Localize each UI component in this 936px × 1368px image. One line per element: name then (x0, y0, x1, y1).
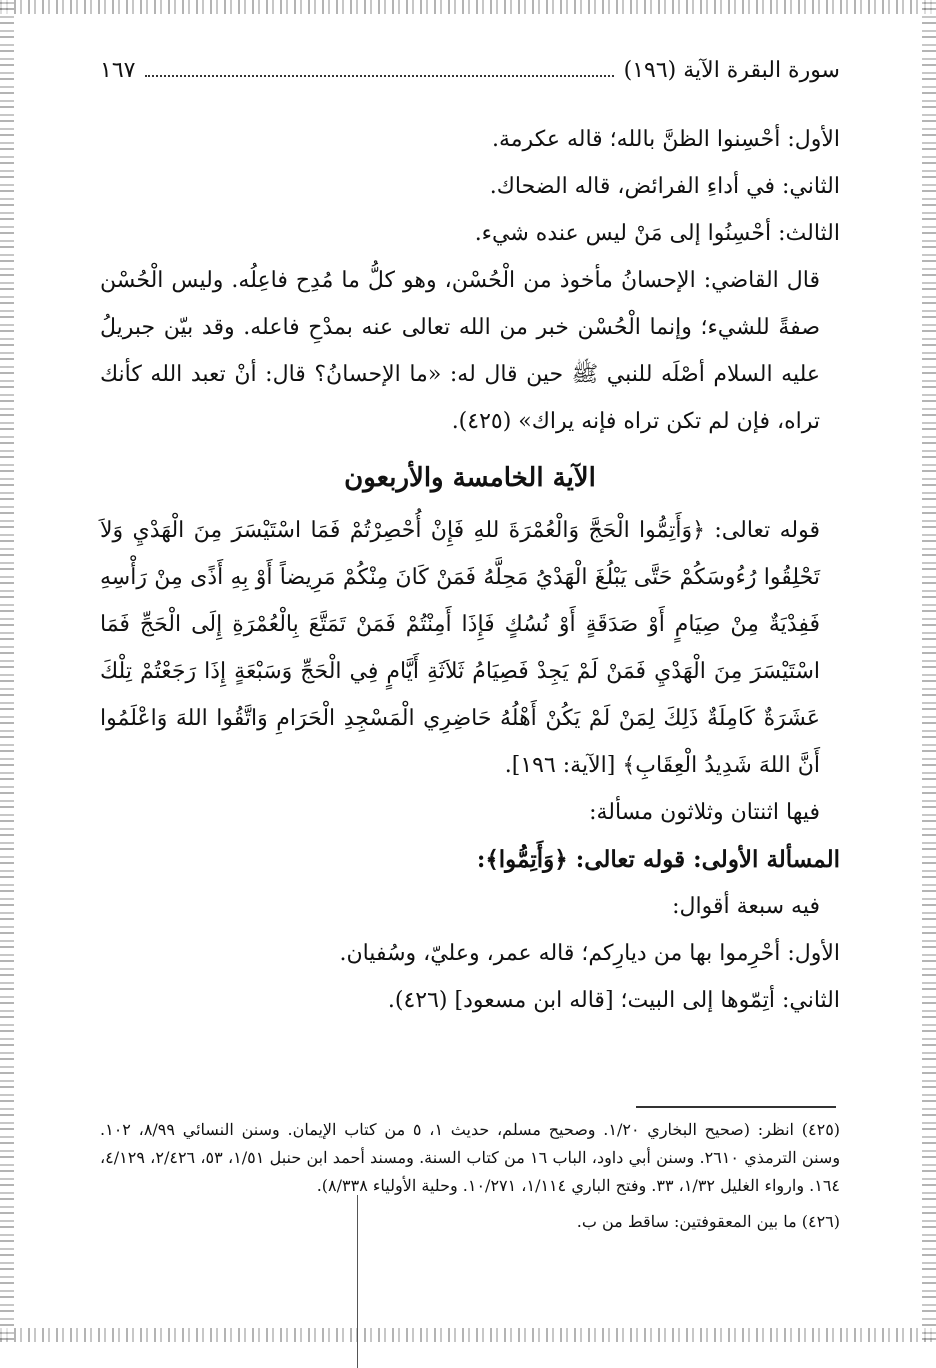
question-opinion-1: الأول: أحْرِموا بها من ديارِكم؛ قاله عمر، وعليّ، وسُفيان. (339, 941, 840, 966)
paragraph-qadi: قال القاضي: الإحسانُ مأخوذ من الْحُسْن، وهو كلُّ ما مُدِح فاعِلُه. وليس الْحُسْن صفةً للشيء؛ وإنما الْحُسْن خبر من الله تعالى عنه بمدْحِ فاعله. وقد بيّن جبريلُ عليه السلام أصْلَه للنبي ﷺ حين قال له: «ما الإحسانُ؟ قال: أنْ تعبد الله كأنك تراه، فإن لم تكن تراه فإنه يراك» (٤٢٥). (100, 268, 820, 434)
page-body (100, 58, 840, 1024)
footnote-426: (٤٢٦) ما بين المعقوفتين: ساقط من ب. (576, 1212, 840, 1231)
header-title: سورة البقرة الآية (١٩٦) (623, 58, 840, 83)
footnotes (100, 1116, 840, 1236)
footnote-separator (636, 1106, 836, 1108)
page-border-right (922, 0, 936, 1340)
page-border-top (0, 0, 936, 14)
verse-paragraph: قوله تعالى: ﴿وَأَتِمُّوا الْحَجَّ وَالْعُمْرَةَ للهِ فَإِنْ أُحْصِرْتُمْ فَمَا اسْتَيْسَرَ مِنَ الْهَدْيِ وَلاَ تَحْلِقُوا رُءُوسَكُمْ حَتَّى يَبْلُغَ الْهَدْيُ مَحِلَّهُ فَمَنْ كَانَ مِنْكُمْ مَرِيضاً أَوْ بِهِ أَذًى مِنْ رَأْسِهِ فَفِدْيَةٌ مِنْ صِيَامٍ أَوْ صَدَقَةٍ أَوْ نُسُكٍ فَإِذَا أَمِنْتُمْ فَمَنْ تَمَتَّعَ بِالْعُمْرَةِ إِلَى الْحَجِّ فَمَا اسْتَيْسَرَ مِنَ الْهَدْيِ فَمَنْ لَمْ يَجِدْ فَصِيَامُ ثَلاَثَةِ أَيَّامٍ فِي الْحَجِّ وَسَبْعَةٍ إِذَا رَجَعْتُمْ تِلْكَ عَشَرَةٌ كَامِلَةٌ ذَلِكَ لِمَنْ لَمْ يَكُنْ أَهْلُهُ حَاضِرِي الْمَسْجِدِ الْحَرَامِ وَاتَّقُوا اللهَ وَاعْلَمُوا أَنَّ اللهَ شَدِيدُ الْعِقَابِ﴾ [الآية: ١٩٦]. (100, 518, 821, 778)
running-header (100, 58, 840, 98)
paragraph-third-opinion: الثالث: أحْسِنُوا إلى مَنْ ليس عنده شيء. (474, 221, 840, 246)
scan-gutter-line (357, 1195, 358, 1368)
header-dot-leader (145, 75, 613, 77)
page-number: ١٦٧ (100, 58, 136, 83)
question-opinion-2: الثاني: أتِمّوها إلى البيت؛ [قاله ابن مسعود] (٤٢٦). (387, 988, 840, 1013)
question-intro: فيه سبعة أقوال: (672, 894, 820, 919)
paragraph-first-opinion: الأول: أحْسِنوا الظنَّ بالله؛ قاله عكرمة. (491, 127, 840, 152)
paragraph-second-opinion: الثاني: في أداءِ الفرائض، قاله الضحاك. (489, 174, 840, 199)
page-border-left (0, 0, 14, 1340)
issues-intro: فيها اثنتان وثلاثون مسألة: (589, 800, 820, 825)
section-heading: الآية الخامسة والأربعون (344, 463, 596, 493)
page-border-bottom (0, 1328, 936, 1342)
footnote-425: (٤٢٥) انظر: (صحيح البخاري ١/٢٠. وصحيح مسلم، حديث ١، ٥ من كتاب الإيمان. وسنن النسائي ٨/٩٩، ١٠٢. وسنن الترمذي ٢٦١٠. وسنن أبي داود، الباب ١٦ من كتاب السنة. ومسند أحمد ابن حنبل ١/٥١، ٥٣، ٢/٤٢٦، ٤/١٢٩، ١٦٤. وارواء الغليل ١/٣٢، ٣٣. وفتح الباري ١/١١٤، ١٠/٢٧١. وحلية الأولياء ٨/٣٣٨). (100, 1120, 841, 1195)
question-title: المسألة الأولى: قوله تعالى: ﴿وَأَتِمُّوا﴾: (476, 846, 840, 873)
